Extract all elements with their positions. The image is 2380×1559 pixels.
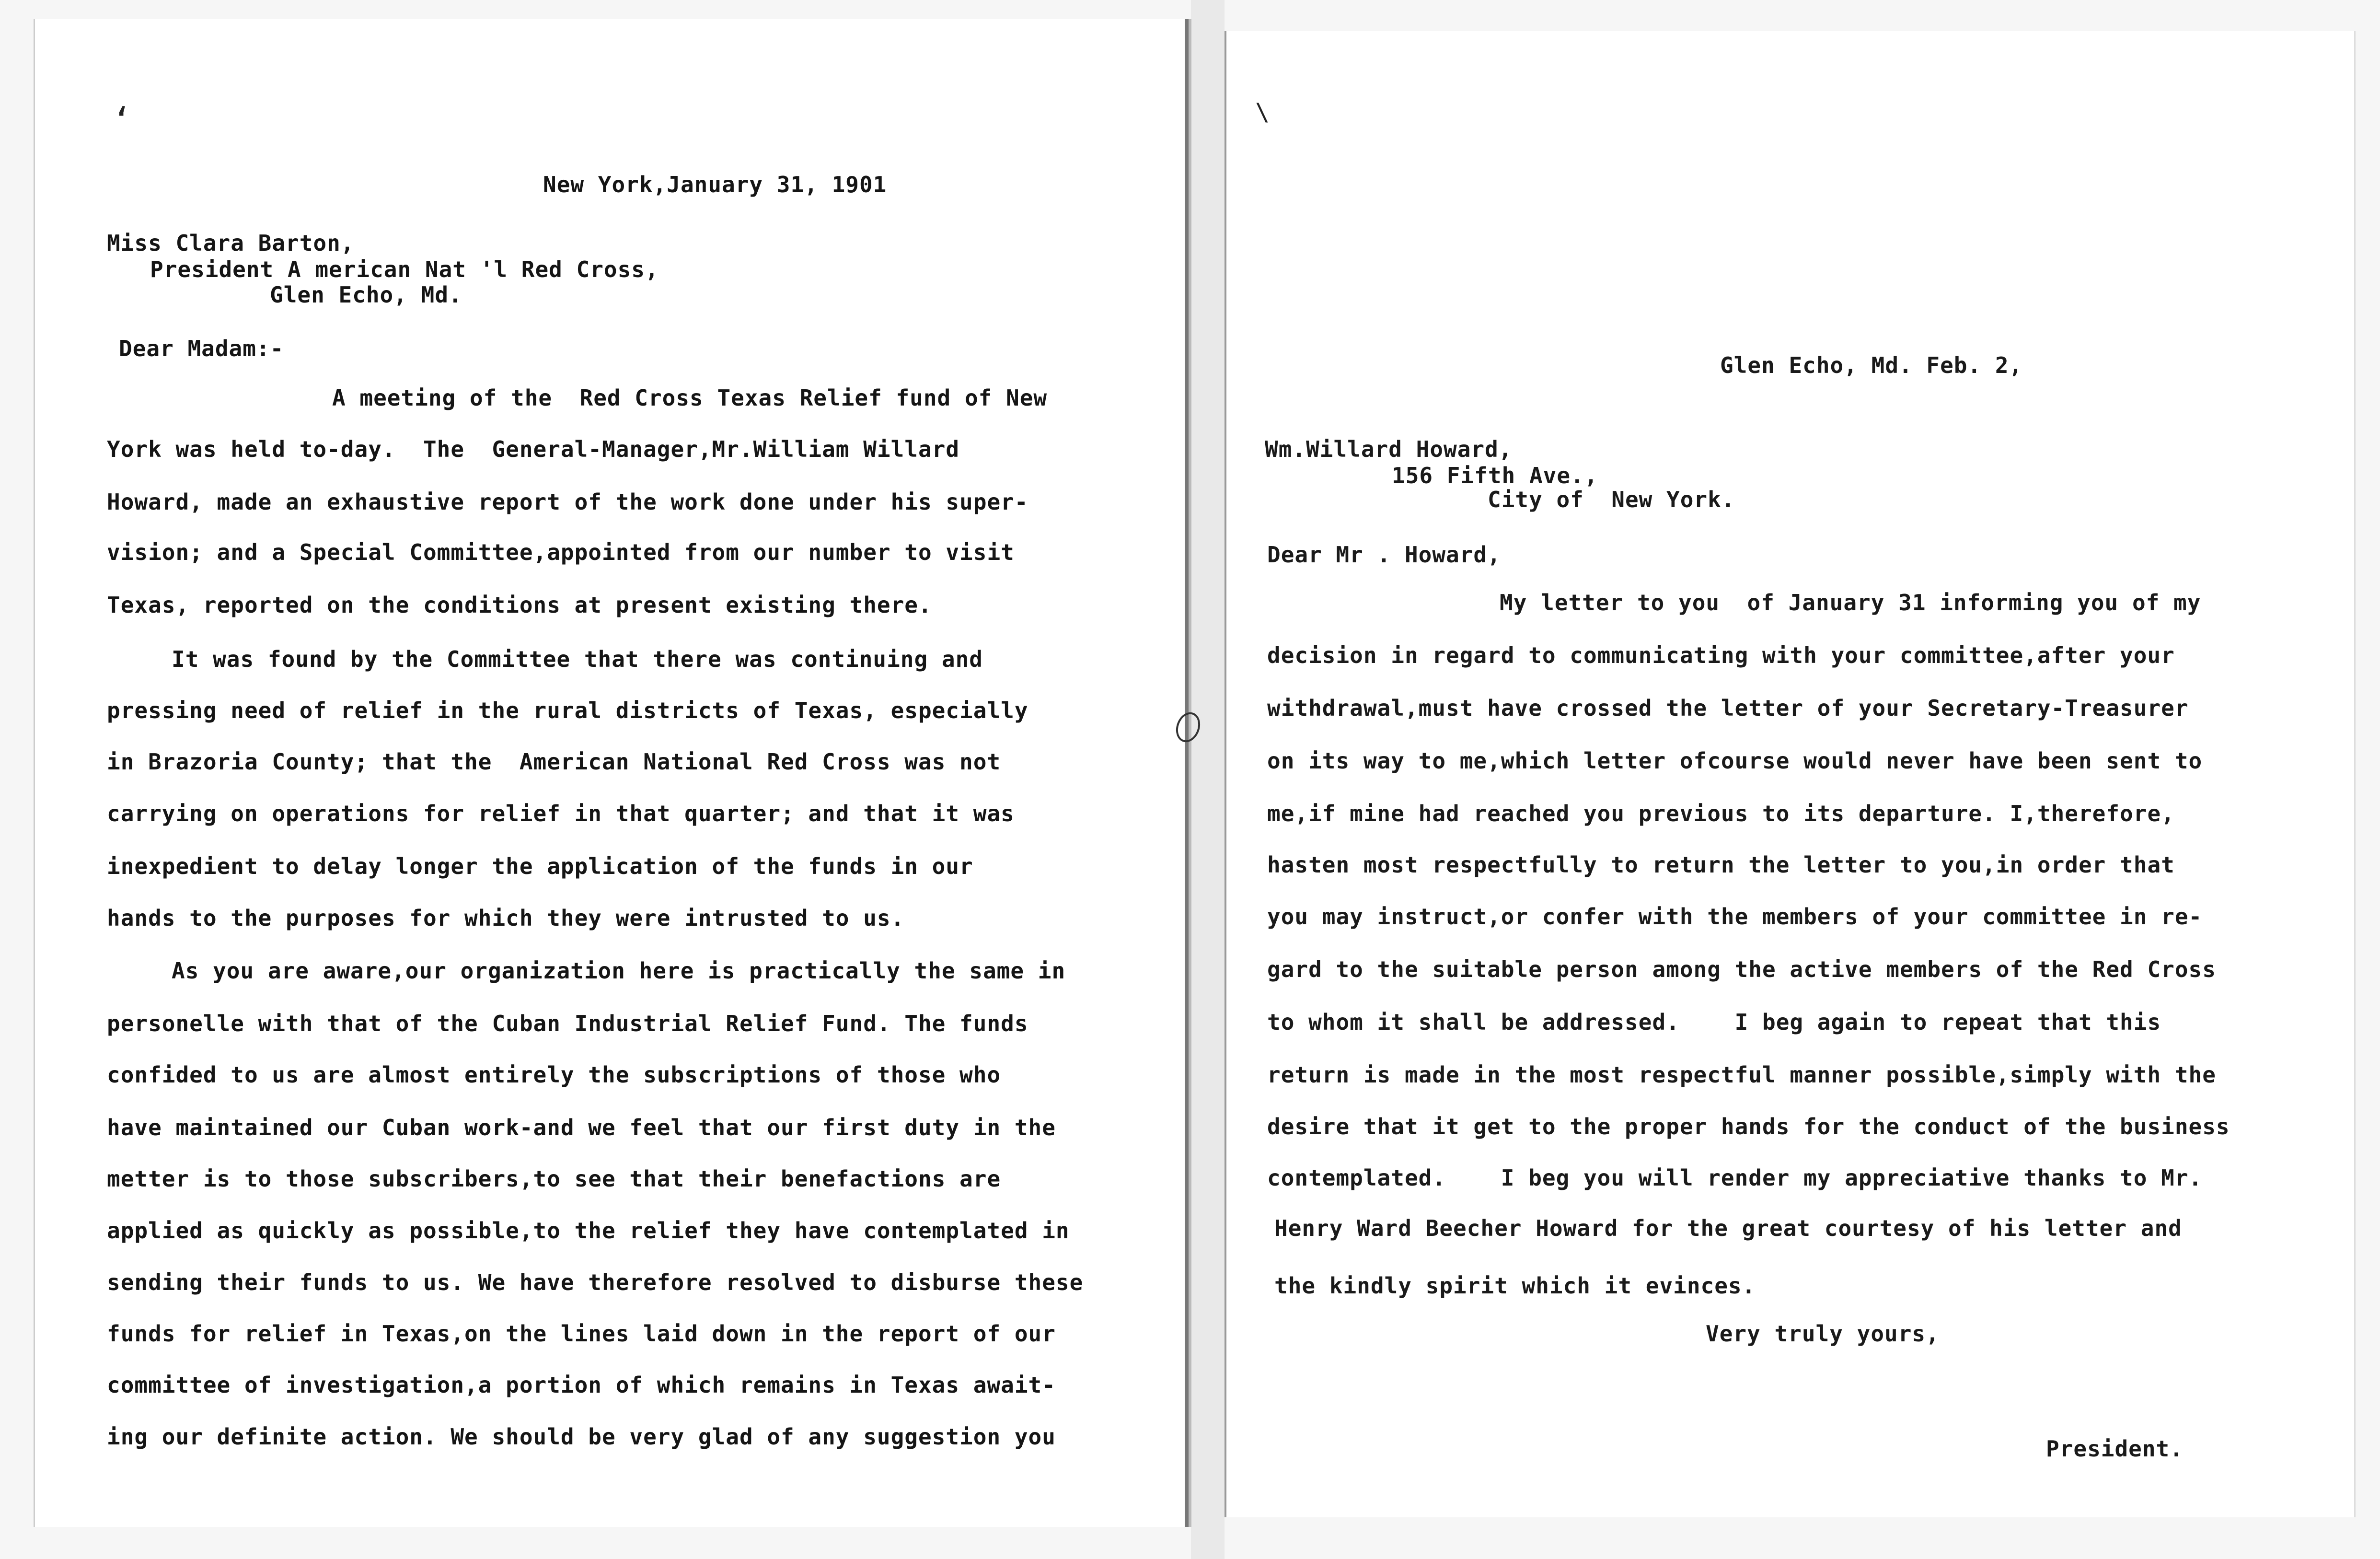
left-body-line: vision; and a Special Committee,appointed from our number to visit — [107, 539, 1015, 565]
left-body-line: inexpedient to delay longer the application of the funds in our — [107, 853, 973, 879]
scan-mark: \ — [1255, 98, 1270, 126]
left-recipient-line-3: Glen Echo, Md. — [270, 282, 462, 308]
right-body-line: gard to the suitable person among the active members of the Red Cross — [1267, 956, 2216, 982]
right-body-line: decision in regard to communicating with your committee,after your — [1267, 642, 2175, 668]
left-body-line: funds for relief in Texas,on the lines laid down in the report of our — [107, 1321, 1056, 1347]
right-body-line: on its way to me,which letter ofcourse would never have been sent to — [1267, 748, 2203, 774]
right-body-line: hasten most respectfully to return the letter to you,in order that — [1267, 852, 2175, 878]
right-body-line: My letter to you of January 31 informing you of my — [1500, 590, 2201, 616]
left-body-line: applied as quickly as possible,to the relief they have contemplated in — [107, 1218, 1070, 1244]
left-recipient-line-1: Miss Clara Barton, — [107, 230, 355, 256]
right-body-line: me,if mine had reached you previous to its departure. I,therefore, — [1267, 801, 2175, 826]
left-body-line: hands to the purposes for which they were intrusted to us. — [107, 905, 905, 931]
left-recipient-line-2: President A merican Nat 'l Red Cross, — [150, 256, 659, 282]
right-signature: President. — [2046, 1436, 2184, 1462]
page-gutter — [1191, 0, 1225, 1559]
right-letter-page — [1225, 31, 2356, 1517]
left-letter-page — [34, 19, 1189, 1527]
left-salutation: Dear Madam:- — [119, 336, 284, 361]
left-body-line: metter is to those subscribers,to see that their benefactions are — [107, 1166, 1001, 1192]
right-dateline: Glen Echo, Md. Feb. 2, — [1720, 352, 2023, 378]
scan-mark: ʻ — [112, 101, 132, 140]
left-body-line: carrying on operations for relief in that quarter; and that it was — [107, 801, 1015, 826]
right-body-line: withdrawal,must have crossed the letter of your Secretary-Treasurer — [1267, 695, 2189, 721]
right-body-line: you may instruct,or confer with the members of your committee in re- — [1267, 904, 2203, 930]
right-closing: Very truly yours, — [1706, 1321, 1940, 1347]
right-salutation: Dear Mr . Howard, — [1267, 542, 1501, 568]
right-body-line: desire that it get to the proper hands for the conduct of the business — [1267, 1114, 2230, 1140]
right-body-line: the kindly spirit which it evinces. — [1274, 1273, 1756, 1299]
left-body-line: in Brazoria County; that the American National Red Cross was not — [107, 749, 1001, 775]
left-body-line: have maintained our Cuban work-and we feel that our first duty in the — [107, 1115, 1056, 1140]
right-body-line: contemplated. I beg you will render my appreciative thanks to Mr. — [1267, 1165, 2203, 1191]
left-body-line: Howard, made an exhaustive report of the work done under his super- — [107, 489, 1028, 515]
left-body-line: As you are aware,our organization here is practically the same in — [172, 958, 1066, 984]
left-dateline: New York,January 31, 1901 — [543, 172, 887, 198]
right-body-line: return is made in the most respectful manner possible,simply with the — [1267, 1062, 2216, 1088]
right-recipient-line-3: City of New York. — [1488, 487, 1735, 512]
left-body-line: committee of investigation,a portion of which remains in Texas await- — [107, 1372, 1056, 1398]
left-body-line: pressing need of relief in the rural districts of Texas, especially — [107, 698, 1028, 723]
right-recipient-line-2: 156 Fifth Ave., — [1392, 463, 1598, 489]
left-body-line: York was held to-day. The General-Manager,Mr.William Willard — [107, 436, 960, 462]
left-body-line: personelle with that of the Cuban Industrial Relief Fund. The funds — [107, 1011, 1028, 1036]
right-body-line: to whom it shall be addressed. I beg again to repeat that this — [1267, 1009, 2161, 1035]
left-body-line: ing our definite action. We should be very glad of any suggestion you — [107, 1424, 1056, 1450]
left-body-line: confided to us are almost entirely the subscriptions of those who — [107, 1062, 1001, 1088]
left-body-line: Texas, reported on the conditions at present existing there. — [107, 592, 932, 618]
left-body-line: A meeting of the Red Cross Texas Relief fund of New — [332, 385, 1048, 411]
right-recipient-line-1: Wm.Willard Howard, — [1265, 436, 1513, 462]
left-body-line: sending their funds to us. We have therefore resolved to disburse these — [107, 1269, 1084, 1295]
right-body-line: Henry Ward Beecher Howard for the great courtesy of his letter and — [1274, 1215, 2182, 1241]
left-body-line: It was found by the Committee that there was continuing and — [172, 646, 983, 672]
